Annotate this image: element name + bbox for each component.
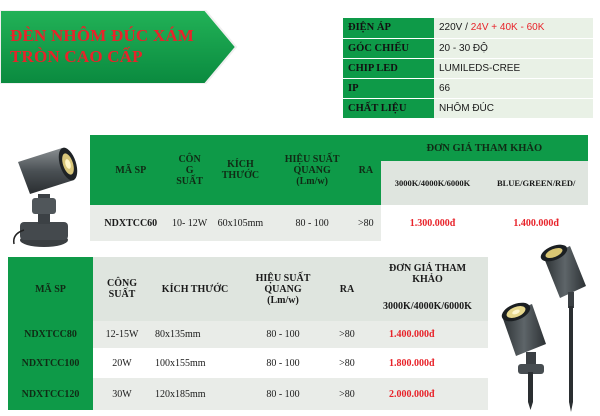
col-header-hieu-suat: HIỆU SUẤT QUANG (Lm/w) <box>273 135 351 205</box>
title-line-2: TRÒN CAO CẤP <box>10 47 143 66</box>
col-header-price-standard: 3000K/4000K/6000K <box>367 291 488 321</box>
cell-ma-sp: NDXTCC120 <box>8 378 93 410</box>
cell-hieu-suat: 80 - 100 <box>239 378 327 410</box>
cell-price-color: 1.400.000đ <box>513 217 559 229</box>
cell-ra: >80 <box>327 321 367 348</box>
spec-key: ĐIỆN ÁP <box>343 18 434 38</box>
spec-value <box>434 18 593 38</box>
spec-row <box>343 18 593 38</box>
cell-ra: >80 <box>339 357 355 369</box>
spec-value-main: 220V / <box>439 22 471 34</box>
col-header-kich-thuoc: KÍCH THƯỚC <box>151 257 239 321</box>
col-header-ma-sp: MÃ SP <box>90 135 172 205</box>
col-header-ma-sp: MÃ SP <box>8 257 93 321</box>
cell-ra: >80 <box>351 205 381 241</box>
spec-value: NHÔM ĐÚC <box>434 98 593 118</box>
spec-key: IP <box>343 78 434 98</box>
spec-key: CHẤT LIỆU <box>343 98 434 118</box>
cell-price-standard: 1.300.000đ <box>409 217 456 229</box>
cell-cong-suat: 30W <box>93 378 151 410</box>
spec-row <box>343 58 593 78</box>
col-header-don-gia: ĐƠN GIÁ THAM KHẢO <box>381 135 588 161</box>
cell-price-standard: 2.000.000đ <box>367 378 488 410</box>
col-header-don-gia: ĐƠN GIÁ THAM KHẢO <box>367 257 488 291</box>
table-row <box>90 205 588 241</box>
cell-hieu-suat: 80 - 100 <box>239 321 327 348</box>
cell-hieu-suat: 80 - 100 <box>273 205 351 241</box>
spec-key: CHIP LED <box>343 58 434 78</box>
cell-cong-suat: 12-15W <box>93 321 151 348</box>
cell-cong-suat: 10- 12W <box>172 205 208 241</box>
table-header-row <box>8 257 488 291</box>
cell-ra: >80 <box>327 378 367 410</box>
lamp-small-image <box>4 138 88 250</box>
cell-kich-thuoc: 80x135mm <box>151 321 239 348</box>
table-header-row <box>90 135 588 161</box>
title-banner <box>0 10 238 84</box>
table-row <box>8 321 488 348</box>
col-header-price-color: BLUE/GREEN/RED/ <box>484 161 588 205</box>
spec-value: 20 - 30 ĐỘ <box>434 38 593 58</box>
col-header-hieu-suat: HIỆU SUẤT QUANG (Lm/w) <box>239 257 327 321</box>
lamp-spike-pair-image <box>488 240 596 412</box>
spec-value-highlight: 24V + 40K - 60K <box>470 22 545 34</box>
title-line-1: ĐÈN NHÔM ĐÚC XÁM <box>10 26 195 45</box>
spec-row <box>343 38 593 58</box>
spec-row <box>343 98 593 118</box>
cell-ma-sp: NDXTCC100 <box>8 348 93 378</box>
col-header-price-standard: 3000K/4000K/6000K <box>381 161 485 205</box>
cell-price-standard: 1.800.000đ <box>389 357 435 369</box>
cell-ma-sp: NDXTCC80 <box>8 321 93 348</box>
cell-kich-thuoc: 120x185mm <box>151 378 239 410</box>
col-header-kich-thuoc: KÍCH THƯỚC <box>208 135 274 205</box>
cell-hieu-suat: 80 - 100 <box>266 357 300 369</box>
cell-price-standard: 1.400.000đ <box>367 321 488 348</box>
cell-kich-thuoc: 60x105mm <box>208 205 274 241</box>
col-header-ra: RA <box>351 135 381 205</box>
spec-key: GÓC CHIẾU <box>343 38 434 58</box>
cell-kich-thuoc: 100x155mm <box>155 357 206 369</box>
page-title <box>10 25 194 67</box>
spec-row <box>343 78 593 98</box>
cell-ma-sp: NDXTCC60 <box>90 205 172 241</box>
table-row <box>8 378 488 410</box>
spec-table <box>343 18 593 119</box>
product-table-1 <box>90 135 588 241</box>
product-table-2 <box>8 257 488 410</box>
table-row <box>8 348 488 378</box>
col-header-cong-suat: CÔN G SUẤT <box>172 135 208 205</box>
col-header-cong-suat: CÔNG SUẤT <box>93 257 151 321</box>
spec-value: LUMILEDS-CREE <box>434 58 593 78</box>
spec-value: 66 <box>434 78 593 98</box>
cell-cong-suat: 20W <box>112 357 132 369</box>
col-header-ra: RA <box>327 257 367 321</box>
